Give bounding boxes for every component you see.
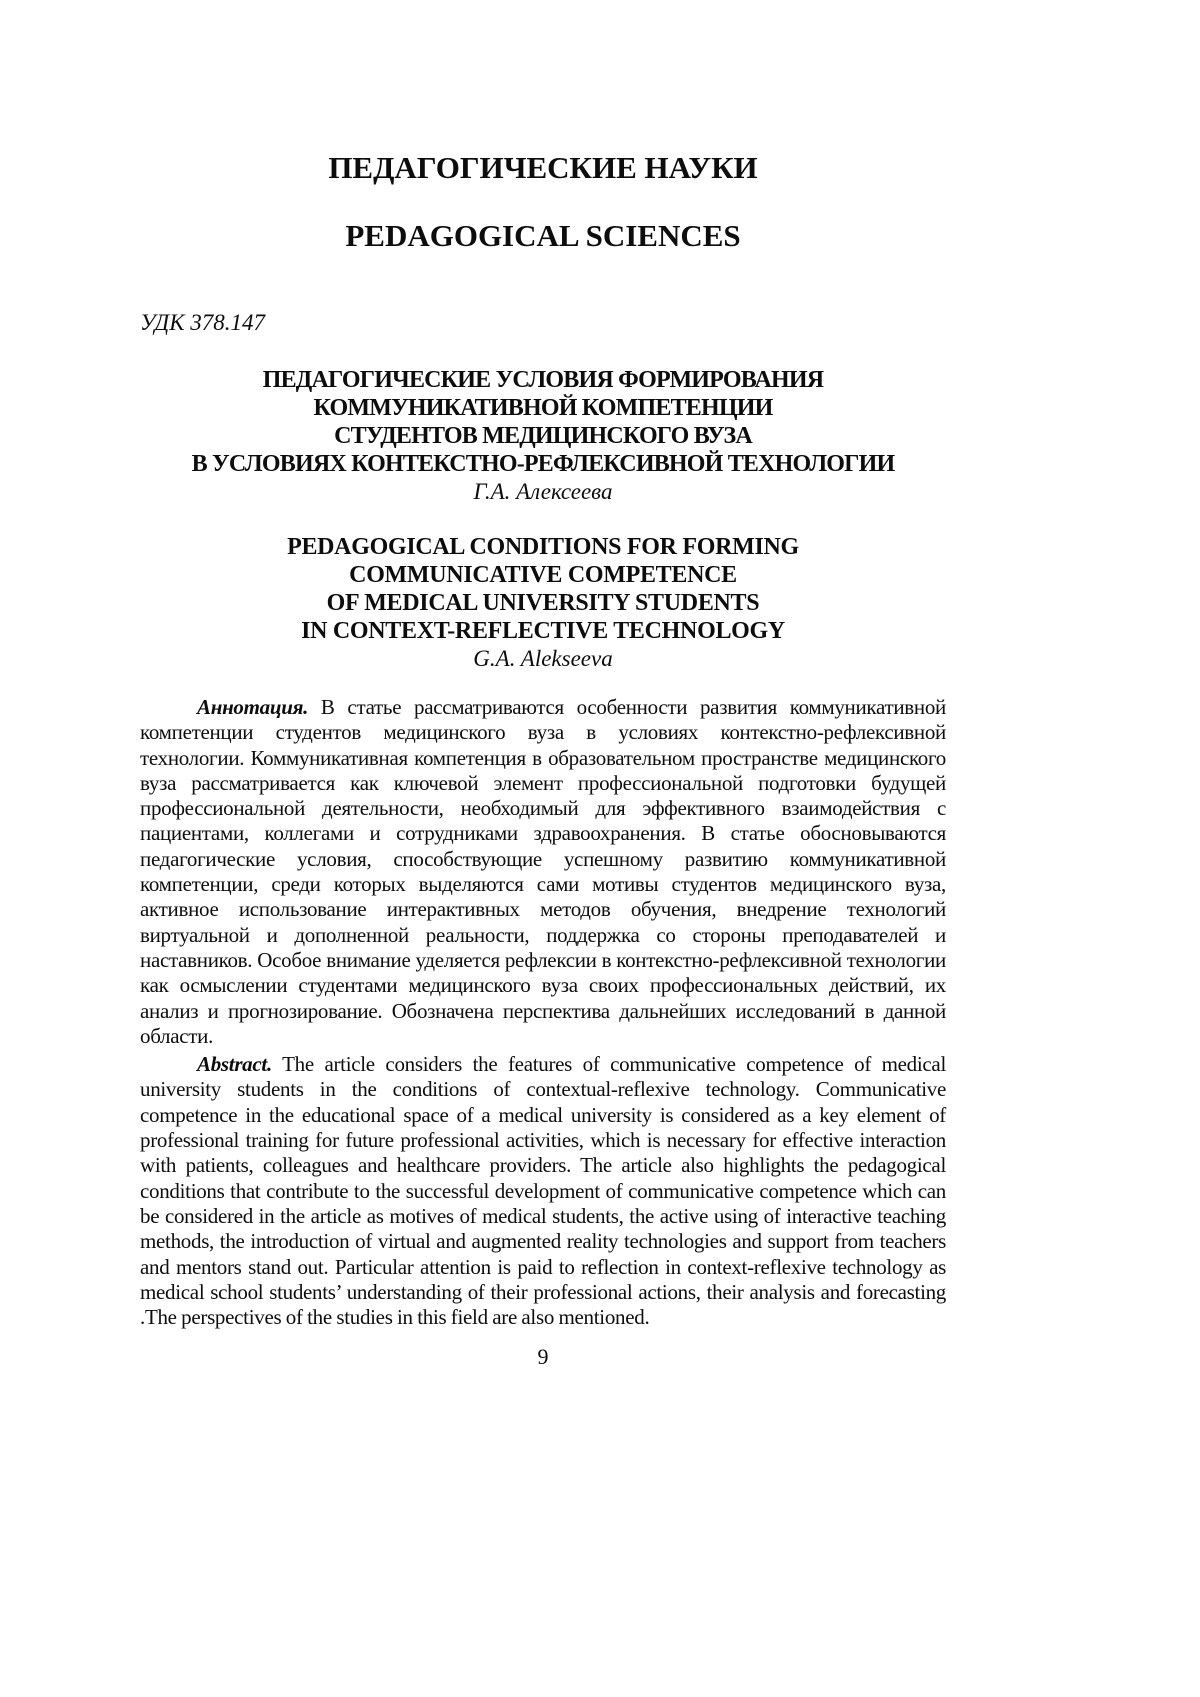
abstract-en — [140, 1052, 946, 1330]
article-title-ru-line-2: КОММУНИКАТИВНОЙ КОМПЕТЕНЦИИ — [313, 395, 773, 421]
article-title-ru-line-3: СТУДЕНТОВ МЕДИЦИНСКОГО ВУЗА — [334, 423, 752, 449]
article-title-en-line-1: PEDAGOGICAL CONDITIONS FOR FORMING — [287, 534, 799, 560]
article-title-ru — [140, 366, 946, 506]
author-en: G.A. Alekseeva — [473, 646, 613, 671]
abstract-ru-label: Аннотация. — [197, 695, 309, 719]
section-heading-en: PEDAGOGICAL SCIENCES — [345, 218, 741, 253]
page-number: 9 — [537, 1344, 549, 1370]
udk-code: УДК 378.147 — [140, 310, 265, 335]
article-title-en-line-2: COMMUNICATIVE COMPETENCE — [349, 562, 737, 588]
abstract-en-label: Abstract. — [197, 1052, 272, 1077]
article-title-ru-line-4: В УСЛОВИЯХ КОНТЕКСТНО-РЕФЛЕКСИВНОЙ ТЕХНОЛОГИИ — [191, 451, 895, 477]
abstract-en-text: The article considers the features of communicative competence of medical university students in the conditions of contextual-reflexive technology. Communicative competence in the educational space of a medical university is considered as a key element of professional training for future professional activities, which is necessary for effective interaction with patients, colleagues and healthcare providers. The article also highlights the pedagogical conditions that contribute to the successful development of communicative competence which can be considered in the article as motives of medical students, the active using of interactive teaching methods, the introduction of virtual and augmented reality technologies and support from teachers and mentors stand out. Particular attention is paid to reflection in context-reflexive technology as medical school students’ understanding of their professional actions, their analysis and forecasting .The perspectives of the studies in this field are also mentioned. — [140, 1052, 946, 1330]
page-content-column — [140, 0, 946, 1370]
section-heading-ru: ПЕДАГОГИЧЕСКИЕ НАУКИ — [328, 150, 758, 185]
article-title-en-line-4: IN CONTEXT-REFLECTIVE TECHNOLOGY — [301, 618, 785, 644]
article-title-ru-line-1: ПЕДАГОГИЧЕСКИЕ УСЛОВИЯ ФОРМИРОВАНИЯ — [262, 367, 824, 393]
abstract-ru-text: В статье рассматриваются особенности развития коммуникативной компетенции студентов медицинского вуза в условиях контекстно-рефлексивной технологии. Коммуникативная компетенция в образовательном пространстве медицинского вуза рассматривается как ключевой элемент профессиональной подготовки будущей профессиональной деятельности, необходимый для эффективного взаимодействия с пациентами, коллегами и сотрудниками здравоохранения. В статье обосновываются педагогические условия, способствующие успешному развитию коммуникативной компетенции, среди которых выделяются сами мотивы студентов медицинского вуза, активное использование интерактивных методов обучения, внедрение технологий виртуальной и дополненной реальности, поддержка со стороны преподавателей и наставников. Особое внимание уделяется рефлексии в контекстно-рефлексивной технологии как осмыслении студентами медицинского вуза своих профессиональных действий, их анализ и прогнозирование. Обозначена перспектива дальнейших исследований в данной области. — [140, 695, 946, 1048]
article-title-en — [140, 533, 946, 673]
abstract-ru — [140, 695, 946, 1049]
author-ru: Г.А. Алексеева — [473, 479, 613, 504]
article-title-en-line-3: OF MEDICAL UNIVERSITY STUDENTS — [326, 590, 760, 616]
